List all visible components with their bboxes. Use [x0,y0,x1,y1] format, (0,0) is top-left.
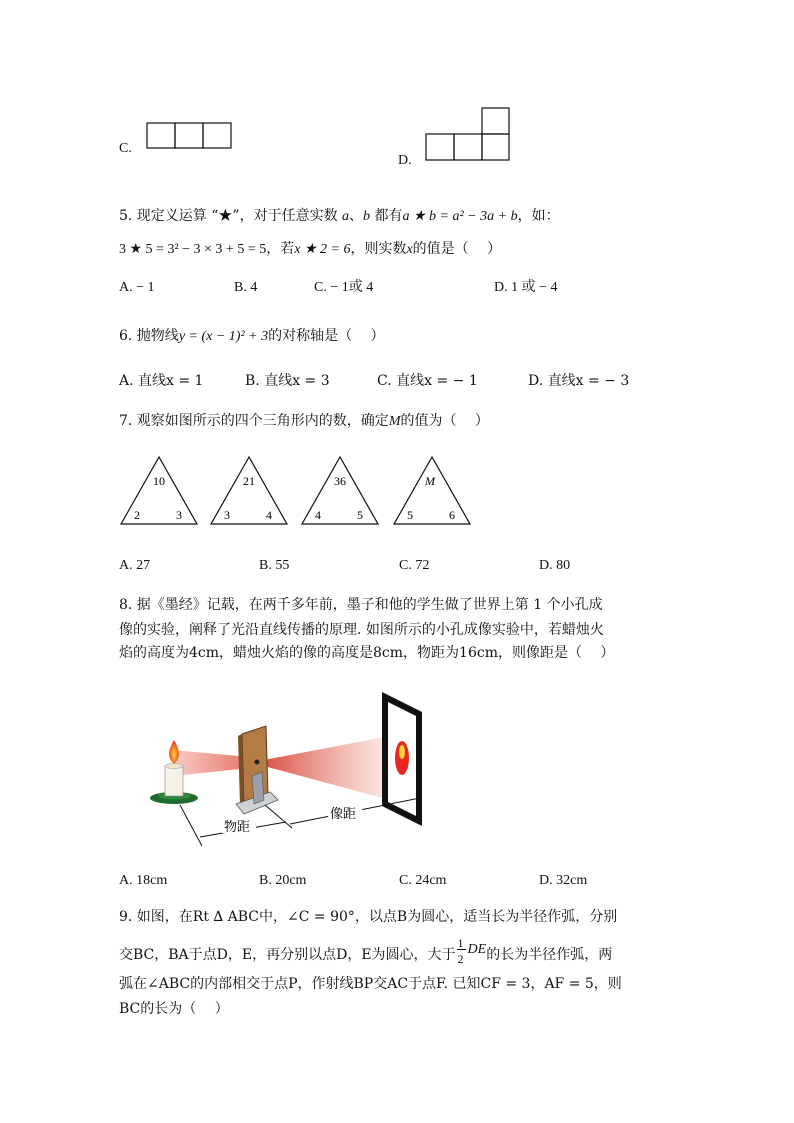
q6-option-b: B. 直线x = 3 [245,373,330,389]
q7-option-c: C. 72 [399,558,430,573]
q5-line2-suffix: ，则实数 [350,241,407,257]
triangle-2-top: 21 [243,474,255,488]
q5-line2-end: 的值是（ ） [412,241,502,257]
q6-option-d: D. 直线x = − 3 [528,373,630,389]
image-distance-label: 像距 [330,807,357,822]
triangle-4 [394,457,470,524]
triangle-2-left: 3 [224,508,230,522]
q9-fraction [456,936,468,966]
q7-option-a: A. 27 [119,558,151,573]
q6-option-a: A. 直线x = 1 [119,373,204,389]
triangle-2 [211,457,287,524]
q8-option-d: D. 32cm [539,873,588,888]
q8-line-3: 焰的高度为4cm，蜡烛火焰的像的高度是8cm，物距为16cm，则像距是（ ） [119,645,615,661]
q7-triangles-figure [119,455,474,527]
triangle-1 [121,457,197,524]
light-beam-image-side [264,736,390,800]
q7-option-b: B. 55 [259,558,290,573]
q5-option-c: C. − 1或 4 [314,280,374,295]
option-d-label: D. [398,153,412,168]
triangle-3-left: 4 [315,508,321,522]
q9-line-2b: 的长为半径作弧，两 [486,947,613,963]
q5-var-x: x [406,242,413,257]
q7-prefix: 7. 观察如图所示的四个三角形内的数，确定 [119,413,389,429]
q6-suffix: 的对称轴是（ ） [268,328,385,344]
q6-prefix: 6. 抛物线 [119,328,179,344]
q7-suffix: 的值为（ ） [400,413,489,429]
triangle-4-right: 6 [449,508,455,522]
triangle-3 [302,457,378,524]
triangle-1-top: 10 [153,474,165,488]
triangle-4-left: 5 [407,508,413,522]
q8-line-2: 像的实验，阐释了光沿直线传播的原理. 如图所示的小孔成像实验中，若蜡烛火 [119,622,604,638]
candle [165,766,183,796]
triangle-2-right: 4 [266,508,272,522]
triangle-1-right: 3 [176,508,182,522]
q5-option-b: B. 4 [234,280,258,295]
q5-option-d: D. 1 或 − 4 [494,280,558,295]
q5-condition: x ★ 2 = 6 [294,242,351,257]
q9-fraction-var: DE [467,942,487,957]
q9-line-2a: 交BC，BA于点D，E，再分别以点D，E为圆心，大于 [119,947,456,963]
q7-var-m: M [388,414,401,429]
q5-sep: 、 [349,208,364,224]
q8-option-c: C. 24cm [399,873,447,888]
q8-option-a: A. 18cm [119,873,168,888]
triangle-3-right: 5 [357,508,363,522]
q5-var-a: a [342,209,350,224]
q5-option-a: A. − 1 [119,280,155,295]
triangle-1-left: 2 [134,508,140,522]
q5-line-1 [119,207,560,226]
q6-formula: y = (x − 1)² + 3 [178,329,269,344]
q8-option-b: B. 20cm [259,873,307,888]
q9-line-3: 弧在∠ABC的内部相交于点P，作射线BP交AC于点F. 已知CF = 3，AF = 5，则 [119,976,622,992]
q5-var-b: b [363,209,371,224]
option-c-net-figure [146,122,234,150]
q9-fraction-numerator: 1 [457,936,464,950]
q7-option-d: D. 80 [539,558,571,573]
q9-line-4: BC的长为（ ） [119,1001,229,1017]
triangle-4-top: M [425,474,435,488]
q5-line-2 [119,240,501,259]
q6-stem [119,327,385,346]
q5-prefix: 5. 现定义运算 “★”，对于任意实数 [119,208,338,224]
pinhole-camera-figure [140,688,430,843]
q5-line2-mid: ，若 [266,241,295,257]
triangle-3-top: 36 [334,474,346,488]
q5-mid: 都有 [370,208,403,224]
q9-fraction-denominator: 2 [457,952,464,966]
object-distance-label: 物距 [224,820,251,835]
pinhole [255,760,260,765]
q5-example: 3 ★ 5 = 3² − 3 × 3 + 5 = 5 [119,242,267,257]
q9-line-2 [119,936,613,966]
option-d-net-figure [425,107,513,163]
q7-stem [119,412,489,431]
q9-line-1: 9. 如图，在Rt ∆ ABC中，∠C = 90°，以点B为圆心，适当长为半径作弧，分别 [119,909,618,925]
q6-option-c: C. 直线x = − 1 [377,373,478,389]
q5-suffix: ，如： [517,208,560,224]
q8-line-1: 8. 据《墨经》记载，在两千多年前，墨子和他的学生做了世界上第 1 个小孔成 [119,597,603,613]
option-c-label: C. [119,141,132,156]
q5-definition-formula: a ★ b = a² − 3a + b [402,209,518,224]
